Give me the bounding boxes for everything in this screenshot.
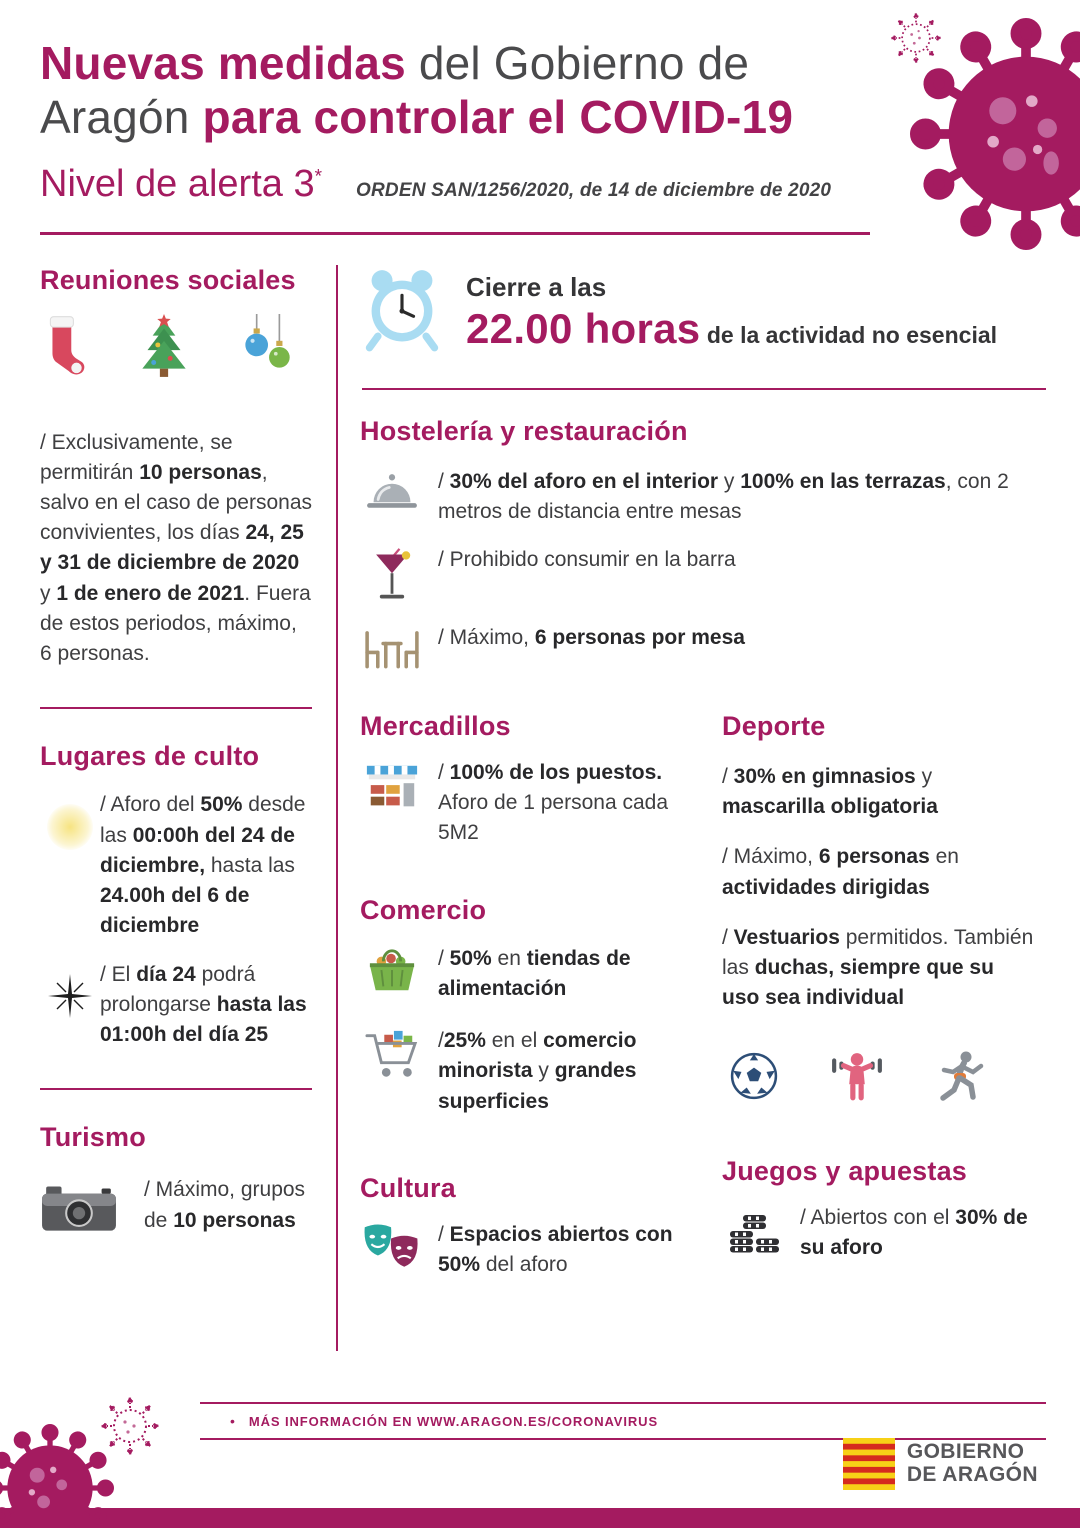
mercadillos-title: Mercadillos <box>360 711 511 741</box>
coronavirus-url[interactable]: WWW.ARAGON.ES/CORONAVIRUS <box>416 1413 659 1429</box>
header-divider <box>40 232 870 235</box>
page-title-line2: Aragón para controlar el COVID-19 <box>40 91 794 144</box>
alarm-clock-icon <box>360 267 444 353</box>
cultura-item <box>360 1220 682 1280</box>
section-turismo <box>40 1122 314 1240</box>
market-stall-icon <box>363 760 421 816</box>
christmas-stocking-icon <box>42 314 88 380</box>
page-title <box>40 36 1040 145</box>
deporte-text-3: / Vestuarios permitidos. También las duchas, siempre que su uso sea individual <box>722 925 1034 1010</box>
alert-level-row <box>40 163 1040 206</box>
mercadillos-text: / 100% de los puestos. Aforo de 1 persona cada 5M2 <box>438 761 668 845</box>
comercio-text-1: / 50% en tiendas de alimentación <box>438 946 631 1000</box>
section-reuniones-sociales <box>40 265 314 670</box>
deporte-text-1: / 30% en gimnasios y mascarilla obligatoria <box>722 765 938 819</box>
deporte-subcolumn <box>682 711 1046 1298</box>
section-lugares-de-culto <box>40 741 314 1050</box>
bottom-accent-bar <box>0 1508 1080 1528</box>
alert-level: Nivel de alerta 3* <box>40 162 322 205</box>
candle-glow-icon <box>47 804 93 850</box>
lugares-culto-item-1 <box>40 790 314 941</box>
hosteleria-text-3: / Máximo, 6 personas por mesa <box>438 626 745 649</box>
left-divider-2 <box>40 1088 312 1090</box>
comercio-icon-box-2 <box>360 1026 424 1082</box>
soccer-ball-icon <box>730 1052 778 1100</box>
deporte-text-2: / Máximo, 6 personas en actividades dirigidas <box>722 845 959 899</box>
theater-masks-icon <box>361 1222 423 1272</box>
section-mercadillos <box>360 711 682 849</box>
left-column <box>40 265 336 1351</box>
hosteleria-items <box>360 467 1046 671</box>
right-column <box>338 265 1046 1351</box>
turismo-title: Turismo <box>40 1122 146 1153</box>
closure-suffix: de la actividad no esencial <box>700 321 998 348</box>
alert-asterisk: * <box>314 165 322 187</box>
more-info-bar <box>200 1402 1046 1440</box>
cultura-icon-box <box>360 1220 424 1272</box>
gobierno-line1: GOBIERNO <box>906 1440 1025 1464</box>
hosteleria-text-2: / Prohibido consumir en la barra <box>438 548 736 571</box>
more-info-prefix: MÁS INFORMACIÓN EN <box>248 1413 417 1429</box>
section-deporte <box>722 711 1046 1104</box>
comercio-item-1 <box>360 944 682 1004</box>
page-title-line1: Nuevas medidas del Gobierno de <box>40 37 750 89</box>
weightlifter-icon <box>830 1049 884 1103</box>
reuniones-text: / Exclusivamente, se permitirán 10 personas, salvo en el caso de personas convivientes, los días 24, 25 y 31 de diciembre de 2020 y 1 de enero de 2021. Fuera de estos periodos, máximo, 6 personas. <box>40 430 313 666</box>
gobierno-aragon-text <box>907 1441 1038 1486</box>
closure-icon-box <box>360 267 444 358</box>
comercio-text-2: /25% en el comercio minorista y grandes superficies <box>438 1029 637 1113</box>
section-comercio <box>360 895 682 1117</box>
gobierno-aragon-logo <box>843 1438 1038 1490</box>
sparkle-star-icon <box>48 974 92 1018</box>
ornaments-icon <box>240 314 294 380</box>
closure-line1: Cierre a las <box>466 271 607 302</box>
cocktail-icon <box>370 547 414 605</box>
hosteleria-icon-box-1 <box>360 467 424 517</box>
table-chairs-icon <box>360 625 424 671</box>
lugares-culto-text-1: / Aforo del 50% desde las 00:00h del 24 de diciembre, hasta las 24.00h del 6 de diciembre <box>100 793 306 938</box>
juegos-title: Juegos y apuestas <box>722 1155 968 1186</box>
mercadillos-icon-box <box>360 758 424 816</box>
christmas-icons-row <box>42 314 294 406</box>
section-cultura <box>360 1173 682 1280</box>
section-hosteleria <box>360 416 1046 671</box>
reuniones-title: Reuniones sociales <box>40 264 296 295</box>
order-reference: ORDEN SAN/1256/2020, de 14 de diciembre de 2020 <box>356 179 832 201</box>
christmas-tree-icon <box>138 314 190 380</box>
more-info-text <box>249 1414 658 1429</box>
turismo-item <box>40 1175 314 1240</box>
juegos-text: / Abiertos con el 30% de su aforo <box>800 1205 1028 1259</box>
virus-icon <box>0 1424 114 1528</box>
hosteleria-item-2 <box>360 545 1046 605</box>
right-divider <box>362 388 1046 390</box>
gobierno-line2: DE ARAGÓN <box>906 1463 1038 1486</box>
closure-text <box>466 272 997 353</box>
turismo-text: / Máximo, grupos de 10 personas <box>144 1178 306 1232</box>
juegos-icon-box <box>722 1203 786 1253</box>
lugares-culto-item-2 <box>40 960 314 1051</box>
info-bullet: • <box>230 1413 235 1429</box>
main-content <box>40 265 1046 1351</box>
mercadillos-item <box>360 758 682 849</box>
lugares-culto-text-2: / El día 24 podrá prolongarse hasta las 01:00h del día 25 <box>100 962 307 1047</box>
hosteleria-item-1 <box>360 467 1046 527</box>
hosteleria-text-1: / 30% del aforo en el interior y 100% en las terrazas, con 2 metros de distancia entre mesas <box>438 469 1009 523</box>
deporte-title: Deporte <box>722 711 826 741</box>
hosteleria-item-3 <box>360 623 1046 671</box>
runner-icon <box>936 1049 986 1103</box>
hosteleria-icon-box-3 <box>360 623 424 671</box>
middle-subcolumn <box>360 711 682 1298</box>
section-juegos-apuestas <box>722 1156 1046 1263</box>
turismo-icon-box <box>40 1175 144 1240</box>
cultura-title: Cultura <box>360 1172 456 1203</box>
comercio-title: Comercio <box>360 894 487 925</box>
grocery-basket-icon <box>364 946 420 996</box>
hosteleria-icon-box-2 <box>360 545 424 605</box>
lugares-culto-title: Lugares de culto <box>40 741 260 772</box>
shopping-cart-icon <box>363 1028 421 1082</box>
culto-icon-box-2 <box>40 960 100 1018</box>
cloche-icon <box>363 469 421 517</box>
cultura-text: / Espacios abiertos con 50% del aforo <box>438 1222 673 1277</box>
left-divider-1 <box>40 707 312 709</box>
comercio-item-2 <box>360 1026 682 1117</box>
section-cierre <box>360 265 1046 358</box>
hosteleria-title: Hostelería y restauración <box>360 415 688 446</box>
camera-icon <box>40 1181 118 1235</box>
closure-time: 22.00 horas <box>466 304 701 352</box>
culto-icon-box-1 <box>40 790 100 850</box>
closure-line2 <box>466 305 997 353</box>
sports-icons-row <box>730 1048 1046 1104</box>
lower-two-columns <box>360 711 1046 1298</box>
poker-chips-icon <box>726 1205 782 1253</box>
comercio-icon-box-1 <box>360 944 424 996</box>
aragon-flag-icon <box>843 1438 895 1490</box>
header <box>0 0 1080 235</box>
juegos-item <box>722 1203 1046 1263</box>
